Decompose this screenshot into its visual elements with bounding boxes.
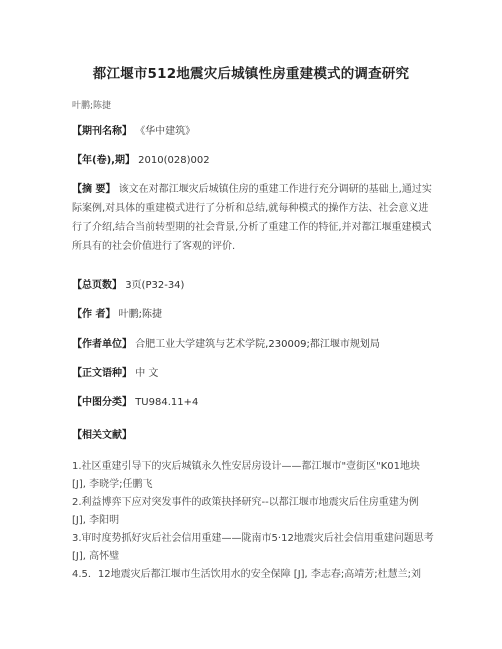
reference-item: 1.社区重建引导下的灾后城镇永久性安居房设计——都江堰市"壹街区"K01地块 [J], 李晓学;任鹏飞 — [72, 461, 421, 490]
language-label: 【正文语种】 — [72, 368, 132, 379]
related-heading — [72, 426, 434, 445]
pages-label: 【总页数】 — [72, 280, 122, 291]
reference-item: 3.审时度势抓好灾后社会信用重建——陇南市5·12地震灾后社会信用重建问题思考 [J], 高怀璧 — [72, 533, 434, 562]
classification-value: TU984.11+4 — [135, 397, 199, 408]
reference-item: 4.5．12地震灾后都江堰市生活饮用水的安全保障 [J], 李志春;高靖芳;杜慧兰;刘 — [72, 569, 422, 580]
language-value: 中 文 — [135, 368, 159, 379]
pages-value: 3页(P32-34) — [125, 280, 185, 291]
year-label: 【年(卷),期】 — [72, 155, 135, 166]
author-line: 叶鹏;陈捷 — [72, 101, 112, 111]
authors-label: 【作 者】 — [72, 309, 116, 320]
affiliation-field — [72, 335, 434, 354]
journal-field — [72, 122, 434, 141]
language-field — [72, 364, 434, 383]
authors-value: 叶鹏;陈捷 — [118, 309, 163, 320]
classification-field — [72, 393, 434, 412]
abstract-label: 【摘 要】 — [72, 184, 116, 195]
affiliation-label: 【作者单位】 — [72, 339, 132, 350]
reference-item: 2.利益博弈下应对突发事件的政策抉择研究--以都江堰市地震灾后住房重建为例 [J], 李阳明 — [72, 497, 419, 526]
reference-list — [72, 458, 434, 584]
year-field — [72, 151, 434, 170]
classification-label: 【中图分类】 — [72, 397, 132, 408]
journal-value: 《华中建筑》 — [135, 126, 196, 137]
related-label: 【相关文献】 — [72, 430, 132, 441]
authors-field — [72, 305, 434, 324]
year-value: 2010(028)002 — [138, 155, 210, 166]
journal-label: 【期刊名称】 — [72, 126, 132, 137]
abstract-field — [72, 180, 434, 256]
document-title: 都江堰市512地震灾后城镇性房重建模式的调查研究 — [92, 66, 410, 82]
affiliation-value: 合肥工业大学建筑与艺术学院,230009;都江堰市规划局 — [135, 339, 380, 350]
pages-field — [72, 276, 434, 295]
abstract-text: 该文在对都江堰灾后城镇住房的重建工作进行充分调研的基础上,通过实际案例,对具体的重建模式进行了分析和总结,就每种模式的操作方法、社会意义进行了介绍,结合当前转型期的社会背景,分析了重建工作的特征,并对都江堰重建模式所具有的社会价值进行了客观的评价. — [72, 184, 432, 252]
